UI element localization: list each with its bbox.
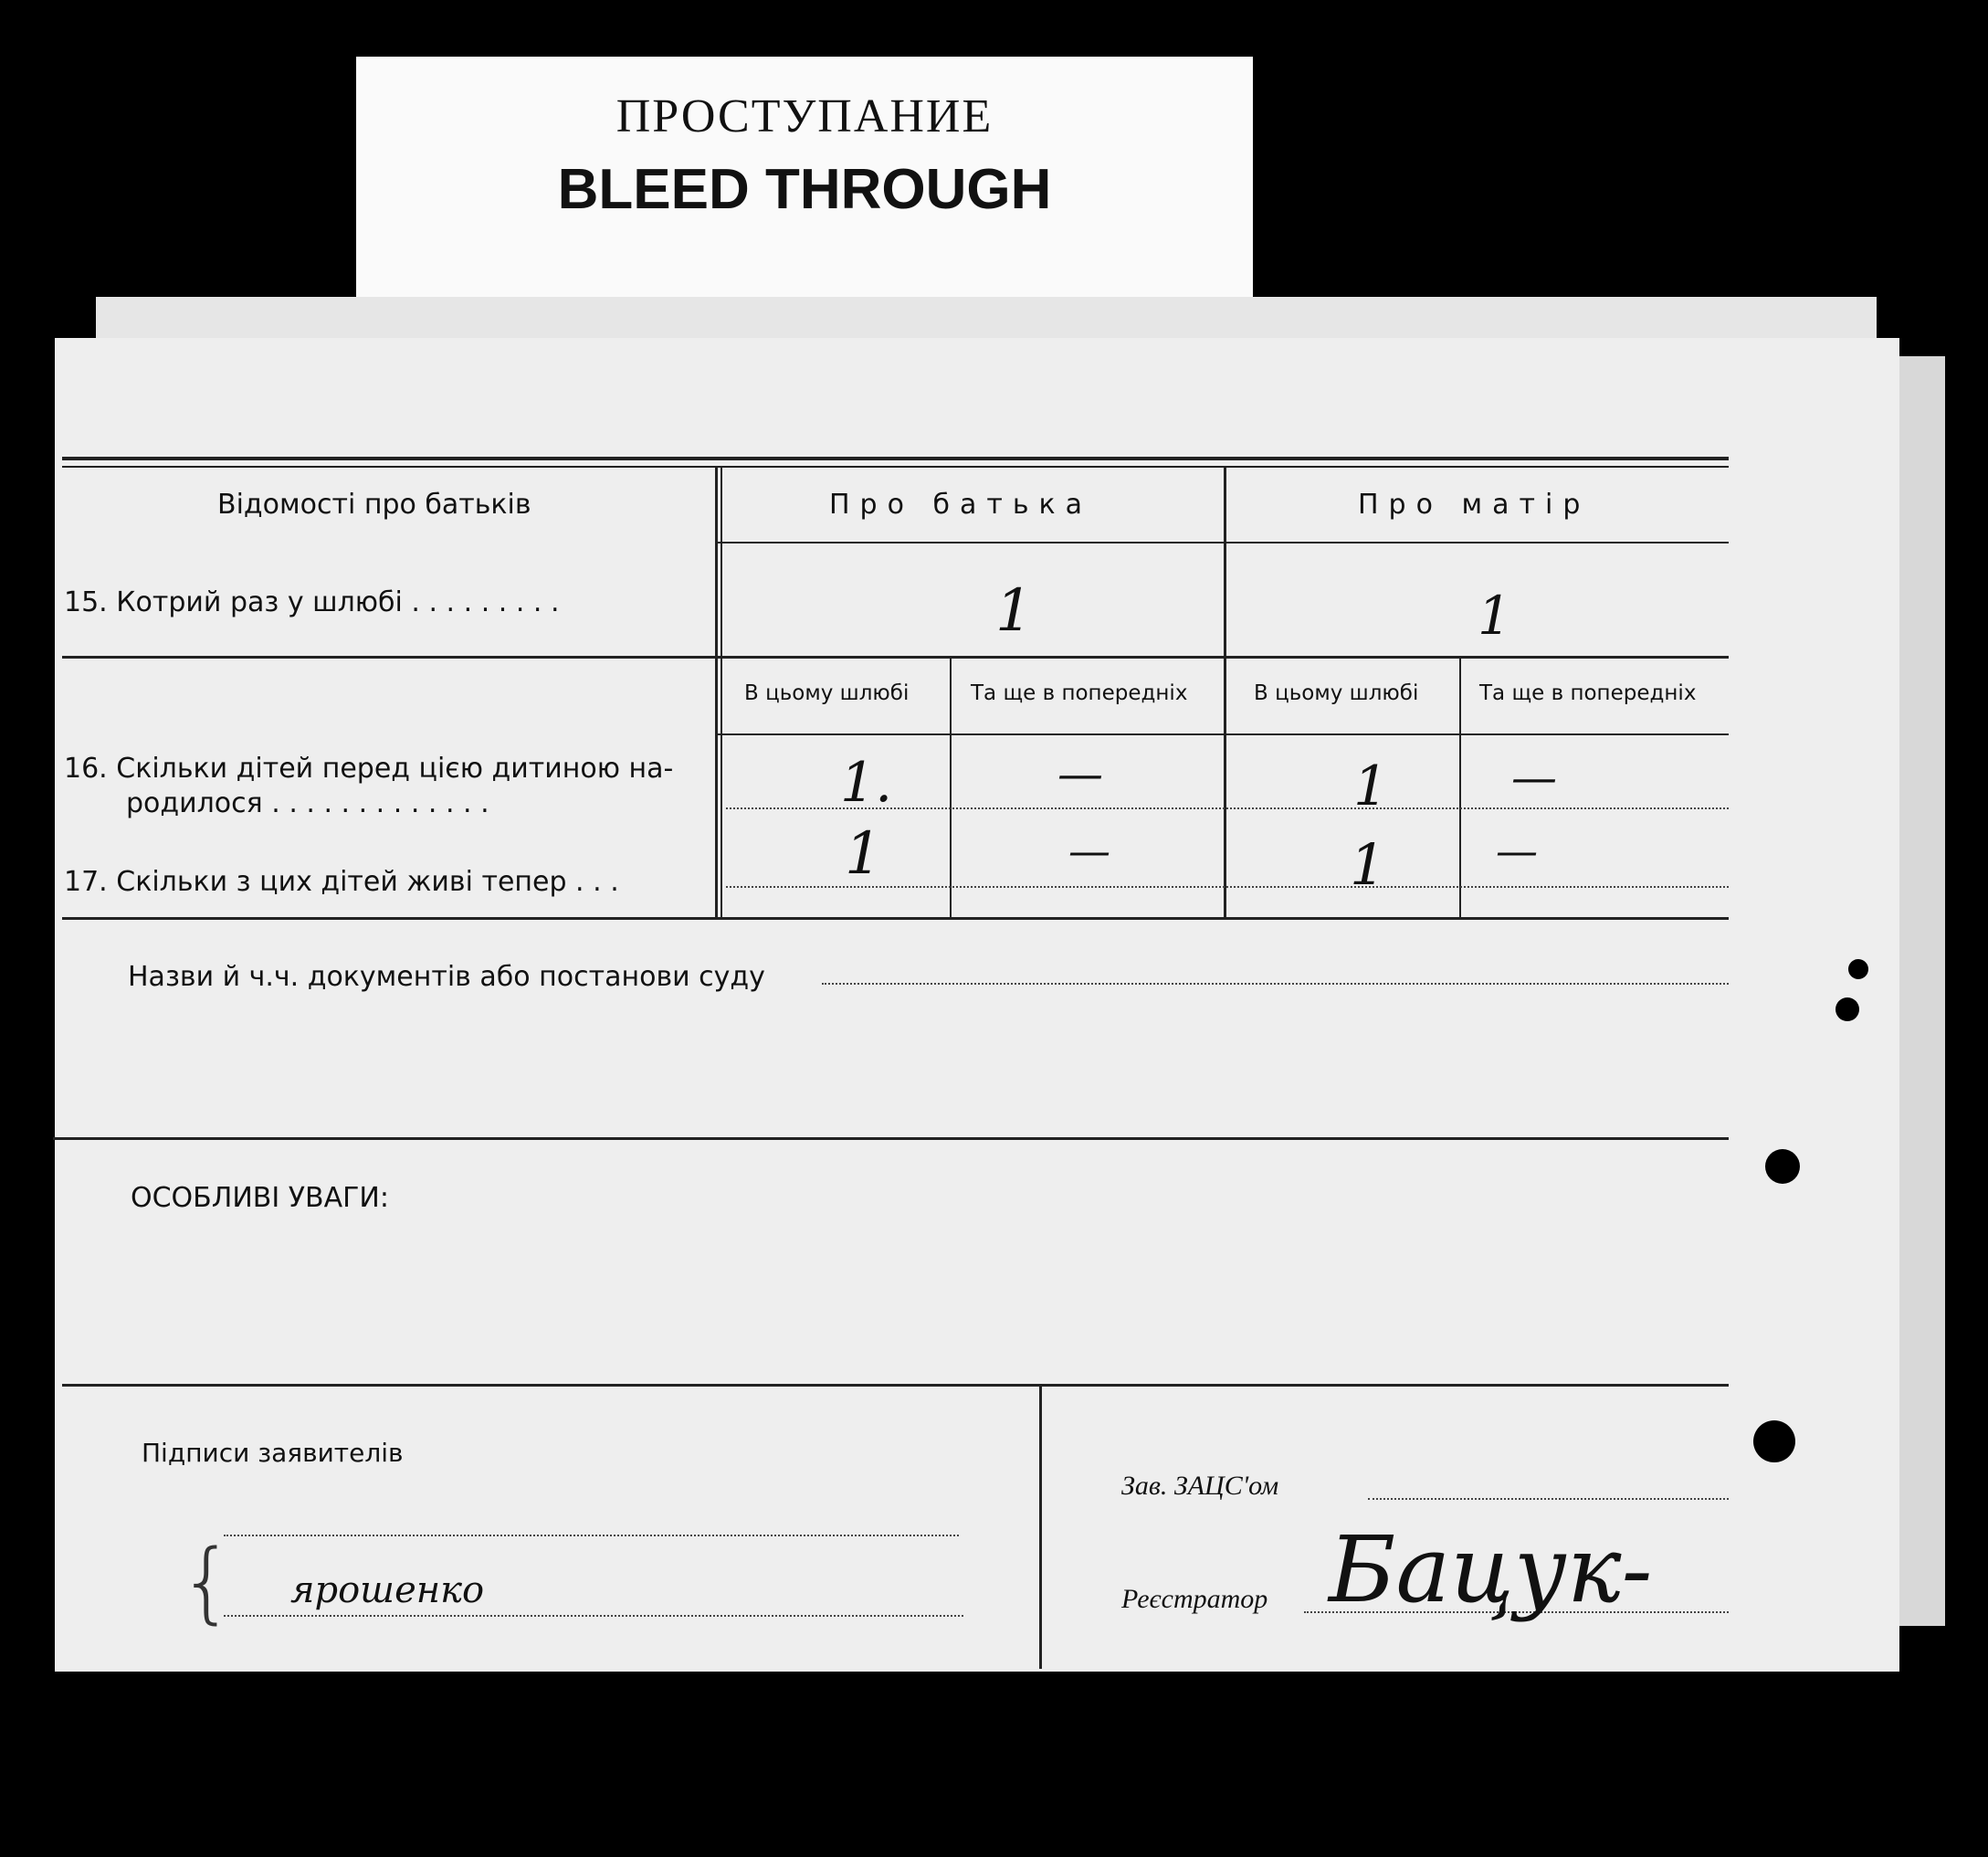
special-notes-label: ОСОБЛИВІ УВАГИ:: [131, 1182, 389, 1214]
subheader-mother-this-marriage: В цьому шлюбі: [1254, 681, 1419, 705]
table-bottom-rule: [62, 917, 1729, 920]
registrar-label: Реєстратор: [1121, 1584, 1268, 1614]
card-title-english: BLEED THROUGH: [557, 158, 1052, 221]
row16-label-line1: 16. Скільки дітей перед цією дитиною на-: [64, 753, 674, 785]
applicant-signature-line-1: [224, 1535, 959, 1536]
row15-divider: [62, 656, 1729, 659]
head-signature-line: [1368, 1498, 1729, 1500]
col-divider-1: [715, 466, 718, 917]
subheader-mother-previous: Та ще в попередніх: [1479, 681, 1697, 705]
table-top-rule: [62, 457, 1729, 460]
row16-mother-prev: —: [1511, 751, 1557, 804]
subheader-father-previous: Та ще в попередніх: [971, 681, 1188, 705]
punch-hole: [1765, 1149, 1800, 1184]
form-sheet: [55, 338, 1899, 1672]
applicant-signature: ярошенко: [290, 1569, 485, 1611]
row15-mother-value: 1: [1478, 585, 1511, 647]
documents-field-line: [822, 983, 1729, 985]
row15-father-value: 1: [995, 577, 1033, 645]
row17-label: 17. Скільки з цих дітей живі тепер . . .: [64, 866, 619, 898]
subheader-father-this-marriage: В цьому шлюбі: [744, 681, 910, 705]
row17-father-prev: —: [1068, 826, 1110, 875]
documents-bottom-rule: [53, 1137, 1729, 1140]
row15-label: 15. Котрий раз у шлюбі . . . . . . . . .: [64, 586, 560, 618]
applicant-brace: {: [179, 1531, 236, 1633]
header-divider: [717, 542, 1729, 543]
punch-hole: [1753, 1420, 1795, 1462]
card-title-russian: ПРОСТУПАНИЕ: [615, 90, 994, 142]
header-about-mother: Про матір: [1358, 489, 1591, 521]
row17-mother-prev: —: [1496, 826, 1538, 875]
row17-mother-this: 1: [1350, 831, 1386, 898]
col-divider-father-sub: [950, 658, 952, 917]
documents-label: Назви й ч.ч. документів або постанови суду: [128, 961, 765, 993]
applicant-signature-line-2: [224, 1615, 963, 1617]
punch-hole: [1835, 997, 1859, 1021]
row16-label-line2: родилося . . . . . . . . . . . . .: [126, 787, 489, 819]
row16-father-this: 1.: [840, 751, 893, 815]
header-about-father: Про батька: [829, 489, 1093, 521]
col-divider-mother-sub: [1459, 658, 1461, 917]
header-parents-info: Відомості про батьків: [217, 489, 531, 521]
punch-hole: [1848, 959, 1868, 979]
table-top-rule-2: [62, 466, 1729, 468]
notes-bottom-rule: [62, 1384, 1729, 1387]
head-of-registry-label: Зав. ЗАЦС'ом: [1121, 1471, 1279, 1501]
registrar-signature: Бацук-: [1329, 1516, 1653, 1623]
subheader-divider: [717, 733, 1729, 735]
row16-father-prev: —: [1057, 747, 1103, 800]
row17-father-this: 1: [845, 820, 882, 888]
signature-divider: [1039, 1384, 1042, 1669]
col-divider-1b: [721, 466, 722, 917]
row16-mother-this: 1: [1353, 754, 1389, 818]
bleed-through-card: [356, 57, 1253, 331]
col-divider-2: [1224, 466, 1226, 917]
applicants-signatures-label: Підписи заявителів: [142, 1438, 404, 1468]
